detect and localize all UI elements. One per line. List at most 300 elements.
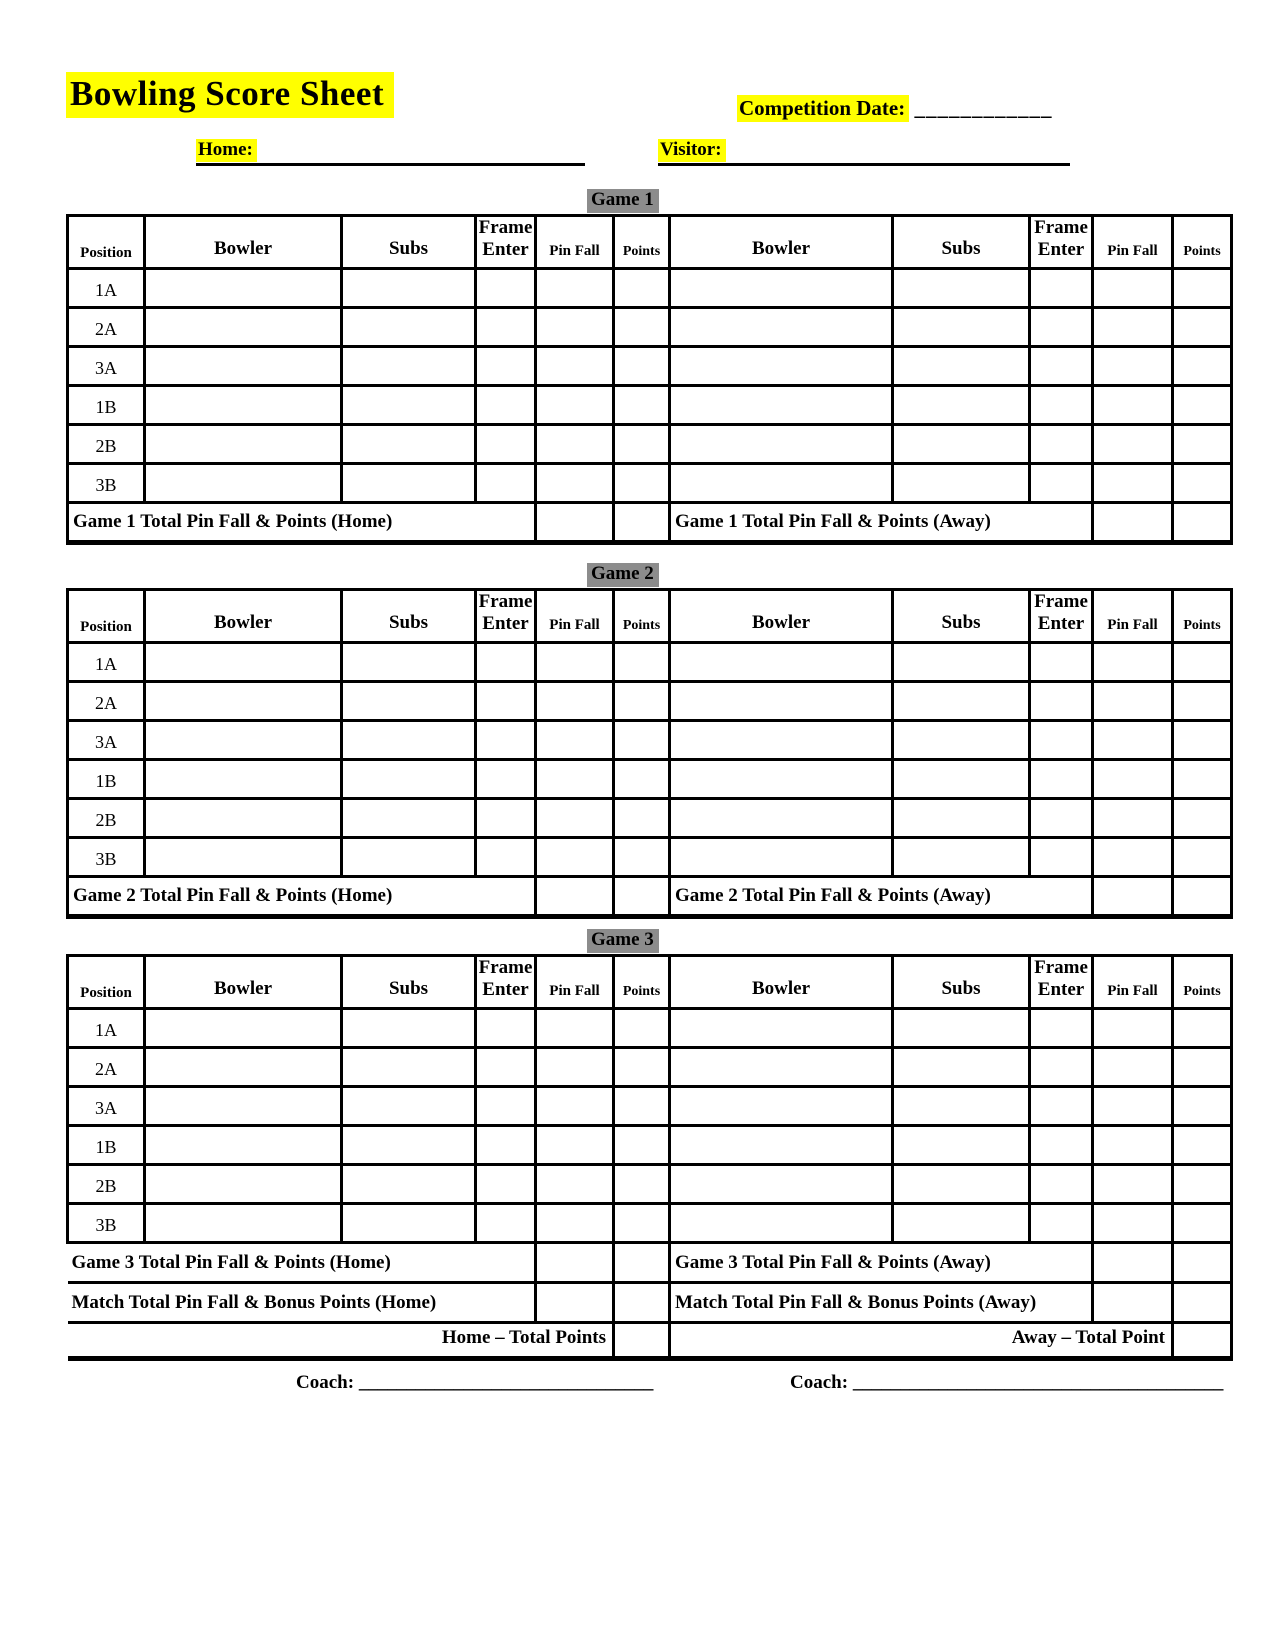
cell-points-home[interactable] <box>614 1164 670 1203</box>
table-row <box>68 798 1232 837</box>
cell-frame-enter-home[interactable] <box>476 1203 536 1242</box>
frame-word: Frame <box>478 591 533 612</box>
cell-bowler-home[interactable] <box>145 424 342 463</box>
home-field-blank[interactable] <box>196 134 585 166</box>
visitor-label: Visitor: <box>658 139 726 162</box>
col-header-subs-home: Subs <box>342 956 476 1009</box>
cell-points-away[interactable] <box>1173 307 1232 346</box>
cell-points-home[interactable] <box>614 1203 670 1242</box>
game-3-header-row <box>68 956 1232 1009</box>
cell-bowler-away[interactable] <box>670 346 893 385</box>
cell-frame-enter-away[interactable] <box>1030 798 1093 837</box>
cell-pin-fall-home[interactable] <box>536 1086 614 1125</box>
cell-bowler-home[interactable] <box>145 759 342 798</box>
frame-word: Frame <box>478 957 533 978</box>
col-header-points-away: Points <box>1173 956 1232 1009</box>
frame-word: Frame <box>1034 957 1088 978</box>
cell-points-away[interactable] <box>1173 720 1232 759</box>
cell-subs-home[interactable] <box>342 837 476 876</box>
enter-word: Enter <box>482 979 529 1001</box>
game-2-total-home-points-cell[interactable] <box>614 876 670 916</box>
col-header-points-home: Points <box>614 956 670 1009</box>
enter-word: Enter <box>1037 613 1085 635</box>
cell-subs-home[interactable] <box>342 798 476 837</box>
match-total-home-pin-fall-cell[interactable] <box>536 1282 614 1322</box>
col-header-pin-fall-home: Pin Fall <box>536 216 614 269</box>
cell-pin-fall-away[interactable] <box>1093 463 1173 502</box>
cell-bowler-away[interactable] <box>670 1203 893 1242</box>
enter-word: Enter <box>1037 239 1085 261</box>
cell-subs-home[interactable] <box>342 307 476 346</box>
col-header-subs-away: Subs <box>893 590 1030 643</box>
cell-pin-fall-home[interactable] <box>536 346 614 385</box>
position-label: 1A <box>68 642 145 681</box>
coach-away-row <box>790 1372 1223 1394</box>
col-header-bowler-away: Bowler <box>670 216 893 269</box>
col-header-bowler-home: Bowler <box>145 216 342 269</box>
cell-points-away[interactable] <box>1173 798 1232 837</box>
away-total-points-cell[interactable] <box>1173 1322 1232 1358</box>
cell-subs-away[interactable] <box>893 837 1030 876</box>
cell-frame-enter-away[interactable] <box>1030 1008 1093 1047</box>
cell-pin-fall-away[interactable] <box>1093 720 1173 759</box>
cell-frame-enter-home[interactable] <box>476 463 536 502</box>
cell-bowler-away[interactable] <box>670 720 893 759</box>
game-3-total-away-points-cell[interactable] <box>1173 1242 1232 1282</box>
cell-bowler-away[interactable] <box>670 424 893 463</box>
cell-bowler-home[interactable] <box>145 837 342 876</box>
cell-pin-fall-away[interactable] <box>1093 642 1173 681</box>
cell-pin-fall-home[interactable] <box>536 681 614 720</box>
game-2-total-away-points-cell[interactable] <box>1173 876 1232 916</box>
cell-subs-away[interactable] <box>893 720 1030 759</box>
cell-bowler-away[interactable] <box>670 1125 893 1164</box>
cell-subs-away[interactable] <box>893 307 1030 346</box>
game-1-total-away-pin-fall-cell[interactable] <box>1093 502 1173 542</box>
page-title: Bowling Score Sheet <box>66 72 394 118</box>
cell-frame-enter-away[interactable] <box>1030 759 1093 798</box>
cell-points-home[interactable] <box>614 642 670 681</box>
cell-pin-fall-home[interactable] <box>536 1047 614 1086</box>
table-row <box>68 1125 1232 1164</box>
cell-points-away[interactable] <box>1173 463 1232 502</box>
cell-subs-home[interactable] <box>342 1203 476 1242</box>
frame-word: Frame <box>1034 217 1088 238</box>
cell-points-away[interactable] <box>1173 1164 1232 1203</box>
cell-points-home[interactable] <box>614 1047 670 1086</box>
col-header-frame-enter-home <box>476 590 536 643</box>
cell-bowler-away[interactable] <box>670 268 893 307</box>
cell-points-home[interactable] <box>614 837 670 876</box>
cell-frame-enter-home[interactable] <box>476 642 536 681</box>
cell-subs-away[interactable] <box>893 424 1030 463</box>
position-label: 2A <box>68 681 145 720</box>
position-label: 3A <box>68 346 145 385</box>
cell-bowler-home[interactable] <box>145 798 342 837</box>
coach-home-row <box>296 1372 653 1394</box>
cell-bowler-away[interactable] <box>670 463 893 502</box>
cell-pin-fall-home[interactable] <box>536 424 614 463</box>
cell-bowler-home[interactable] <box>145 385 342 424</box>
cell-points-away[interactable] <box>1173 268 1232 307</box>
cell-pin-fall-home[interactable] <box>536 307 614 346</box>
cell-pin-fall-home[interactable] <box>536 1203 614 1242</box>
game-3-total-away-label: Game 3 Total Pin Fall & Points (Away) <box>670 1242 1093 1282</box>
cell-subs-home[interactable] <box>342 759 476 798</box>
cell-frame-enter-away[interactable] <box>1030 681 1093 720</box>
position-label: 2A <box>68 307 145 346</box>
game-2-total-home-pin-fall-cell[interactable] <box>536 876 614 916</box>
cell-pin-fall-away[interactable] <box>1093 1086 1173 1125</box>
cell-pin-fall-away[interactable] <box>1093 681 1173 720</box>
enter-word: Enter <box>482 239 529 261</box>
cell-subs-home[interactable] <box>342 385 476 424</box>
cell-subs-away[interactable] <box>893 642 1030 681</box>
cell-points-away[interactable] <box>1173 1203 1232 1242</box>
cell-bowler-home[interactable] <box>145 463 342 502</box>
cell-frame-enter-home[interactable] <box>476 268 536 307</box>
col-header-bowler-away: Bowler <box>670 956 893 1009</box>
competition-date-blank[interactable]: ____________ <box>914 96 1053 120</box>
cell-pin-fall-home[interactable] <box>536 798 614 837</box>
col-header-position: Position <box>68 956 145 1009</box>
game-3-total-home-label: Game 3 Total Pin Fall & Points (Home) <box>68 1242 536 1282</box>
position-label: 3A <box>68 720 145 759</box>
match-total-row <box>68 1282 1232 1322</box>
cell-points-home[interactable] <box>614 1086 670 1125</box>
position-label: 3B <box>68 1203 145 1242</box>
competition-date-row <box>737 96 1052 121</box>
competition-date-label: Competition Date: <box>737 95 909 122</box>
cell-bowler-away[interactable] <box>670 837 893 876</box>
col-header-frame-enter-home <box>476 956 536 1009</box>
cell-subs-away[interactable] <box>893 268 1030 307</box>
cell-frame-enter-home[interactable] <box>476 385 536 424</box>
position-label: 1B <box>68 385 145 424</box>
position-label: 1A <box>68 268 145 307</box>
cell-pin-fall-home[interactable] <box>536 759 614 798</box>
cell-points-away[interactable] <box>1173 681 1232 720</box>
position-label: 3B <box>68 837 145 876</box>
cell-bowler-home[interactable] <box>145 1047 342 1086</box>
cell-frame-enter-home[interactable] <box>476 307 536 346</box>
cell-points-away[interactable] <box>1173 385 1232 424</box>
table-row <box>68 1047 1232 1086</box>
col-header-pin-fall-away: Pin Fall <box>1093 590 1173 643</box>
cell-frame-enter-away[interactable] <box>1030 720 1093 759</box>
col-header-subs-home: Subs <box>342 590 476 643</box>
game-2-total-away-label: Game 2 Total Pin Fall & Points (Away) <box>670 876 1093 916</box>
cell-points-home[interactable] <box>614 1008 670 1047</box>
cell-subs-home[interactable] <box>342 1047 476 1086</box>
table-row <box>68 1008 1232 1047</box>
cell-bowler-home[interactable] <box>145 1125 342 1164</box>
enter-word: Enter <box>482 613 529 635</box>
cell-bowler-home[interactable] <box>145 307 342 346</box>
table-row <box>68 385 1232 424</box>
cell-pin-fall-away[interactable] <box>1093 759 1173 798</box>
frame-word: Frame <box>1034 591 1088 612</box>
cell-pin-fall-home[interactable] <box>536 1164 614 1203</box>
cell-subs-away[interactable] <box>893 1125 1030 1164</box>
table-row <box>68 346 1232 385</box>
position-label: 3A <box>68 1086 145 1125</box>
game-1-total-home-points-cell[interactable] <box>614 502 670 542</box>
cell-points-away[interactable] <box>1173 1008 1232 1047</box>
col-header-frame-enter-home <box>476 216 536 269</box>
cell-subs-away[interactable] <box>893 463 1030 502</box>
cell-points-home[interactable] <box>614 720 670 759</box>
cell-pin-fall-away[interactable] <box>1093 385 1173 424</box>
cell-pin-fall-away[interactable] <box>1093 1164 1173 1203</box>
home-total-points-cell[interactable] <box>614 1322 670 1358</box>
cell-bowler-away[interactable] <box>670 307 893 346</box>
col-header-subs-away: Subs <box>893 216 1030 269</box>
cell-pin-fall-away[interactable] <box>1093 424 1173 463</box>
cell-pin-fall-home[interactable] <box>536 1125 614 1164</box>
col-header-points-home: Points <box>614 590 670 643</box>
cell-frame-enter-home[interactable] <box>476 1086 536 1125</box>
cell-pin-fall-home[interactable] <box>536 385 614 424</box>
table-row <box>68 307 1232 346</box>
col-header-pin-fall-home: Pin Fall <box>536 956 614 1009</box>
cell-points-home[interactable] <box>614 681 670 720</box>
cell-points-home[interactable] <box>614 307 670 346</box>
table-row <box>68 720 1232 759</box>
coach-home-label: Coach: <box>296 1372 355 1393</box>
cell-bowler-home[interactable] <box>145 1086 342 1125</box>
game-1-total-home-pin-fall-cell[interactable] <box>536 502 614 542</box>
col-header-subs-home: Subs <box>342 216 476 269</box>
cell-subs-away[interactable] <box>893 1008 1030 1047</box>
cell-subs-home[interactable] <box>342 681 476 720</box>
table-row <box>68 1164 1232 1203</box>
table-row <box>68 681 1232 720</box>
cell-subs-away[interactable] <box>893 1086 1030 1125</box>
cell-points-away[interactable] <box>1173 1086 1232 1125</box>
cell-subs-home[interactable] <box>342 642 476 681</box>
col-header-bowler-away: Bowler <box>670 590 893 643</box>
table-row <box>68 642 1232 681</box>
cell-points-away[interactable] <box>1173 759 1232 798</box>
frame-word: Frame <box>478 217 533 238</box>
cell-pin-fall-home[interactable] <box>536 268 614 307</box>
col-header-points-home: Points <box>614 216 670 269</box>
cell-frame-enter-home[interactable] <box>476 720 536 759</box>
cell-bowler-away[interactable] <box>670 1047 893 1086</box>
cell-frame-enter-home[interactable] <box>476 681 536 720</box>
cell-pin-fall-away[interactable] <box>1093 1125 1173 1164</box>
cell-subs-away[interactable] <box>893 681 1030 720</box>
cell-bowler-away[interactable] <box>670 642 893 681</box>
col-header-subs-away: Subs <box>893 956 1030 1009</box>
cell-bowler-home[interactable] <box>145 720 342 759</box>
match-total-away-pin-fall-cell[interactable] <box>1093 1282 1173 1322</box>
cell-bowler-away[interactable] <box>670 1086 893 1125</box>
game-3-table <box>66 954 1233 1361</box>
game-1-chip: Game 1 <box>587 189 659 213</box>
cell-points-home[interactable] <box>614 798 670 837</box>
game-2-total-away-pin-fall-cell[interactable] <box>1093 876 1173 916</box>
cell-subs-away[interactable] <box>893 798 1030 837</box>
cell-frame-enter-away[interactable] <box>1030 385 1093 424</box>
cell-bowler-away[interactable] <box>670 1164 893 1203</box>
cell-frame-enter-away[interactable] <box>1030 1164 1093 1203</box>
cell-bowler-away[interactable] <box>670 681 893 720</box>
cell-subs-away[interactable] <box>893 759 1030 798</box>
cell-points-away[interactable] <box>1173 346 1232 385</box>
game-3-total-row <box>68 1242 1232 1282</box>
match-total-home-points-cell[interactable] <box>614 1282 670 1322</box>
cell-points-home[interactable] <box>614 424 670 463</box>
cell-subs-away[interactable] <box>893 1203 1030 1242</box>
coach-home-blank[interactable]: _______________________________ <box>354 1372 654 1393</box>
cell-bowler-away[interactable] <box>670 798 893 837</box>
position-label: 2A <box>68 1047 145 1086</box>
position-label: 2B <box>68 1164 145 1203</box>
position-label: 2B <box>68 424 145 463</box>
cell-bowler-away[interactable] <box>670 385 893 424</box>
cell-frame-enter-away[interactable] <box>1030 1047 1093 1086</box>
game-1-total-home-label: Game 1 Total Pin Fall & Points (Home) <box>68 502 536 542</box>
game-1-total-away-points-cell[interactable] <box>1173 502 1232 542</box>
cell-frame-enter-away[interactable] <box>1030 1086 1093 1125</box>
cell-frame-enter-home[interactable] <box>476 346 536 385</box>
game-2-header-row <box>68 590 1232 643</box>
cell-bowler-away[interactable] <box>670 759 893 798</box>
col-header-points-away: Points <box>1173 216 1232 269</box>
cell-points-home[interactable] <box>614 268 670 307</box>
col-header-frame-enter-away <box>1030 590 1093 643</box>
cell-points-away[interactable] <box>1173 1125 1232 1164</box>
col-header-pin-fall-home: Pin Fall <box>536 590 614 643</box>
cell-subs-home[interactable] <box>342 1164 476 1203</box>
cell-bowler-home[interactable] <box>145 681 342 720</box>
cell-frame-enter-away[interactable] <box>1030 837 1093 876</box>
cell-frame-enter-away[interactable] <box>1030 346 1093 385</box>
table-row <box>68 424 1232 463</box>
cell-points-home[interactable] <box>614 463 670 502</box>
cell-points-home[interactable] <box>614 385 670 424</box>
home-label: Home: <box>196 139 257 162</box>
cell-frame-enter-away[interactable] <box>1030 307 1093 346</box>
cell-subs-home[interactable] <box>342 346 476 385</box>
cell-bowler-home[interactable] <box>145 268 342 307</box>
cell-frame-enter-away[interactable] <box>1030 268 1093 307</box>
game-1-table <box>66 214 1233 545</box>
cell-frame-enter-away[interactable] <box>1030 463 1093 502</box>
cell-subs-home[interactable] <box>342 463 476 502</box>
cell-frame-enter-home[interactable] <box>476 1008 536 1047</box>
match-total-home-label: Match Total Pin Fall & Bonus Points (Home) <box>68 1282 536 1322</box>
enter-word: Enter <box>1037 979 1085 1001</box>
col-header-bowler-home: Bowler <box>145 956 342 1009</box>
cell-points-away[interactable] <box>1173 424 1232 463</box>
cell-pin-fall-home[interactable] <box>536 1008 614 1047</box>
cell-bowler-away[interactable] <box>670 1008 893 1047</box>
game-3-total-home-points-cell[interactable] <box>614 1242 670 1282</box>
cell-points-home[interactable] <box>614 759 670 798</box>
cell-pin-fall-home[interactable] <box>536 463 614 502</box>
cell-pin-fall-away[interactable] <box>1093 837 1173 876</box>
visitor-field-blank[interactable] <box>658 134 1070 166</box>
home-total-points-label: Home – Total Points <box>68 1322 614 1358</box>
col-header-frame-enter-away <box>1030 956 1093 1009</box>
cell-subs-home[interactable] <box>342 268 476 307</box>
cell-frame-enter-home[interactable] <box>476 1125 536 1164</box>
cell-frame-enter-home[interactable] <box>476 759 536 798</box>
cell-subs-home[interactable] <box>342 720 476 759</box>
cell-frame-enter-away[interactable] <box>1030 1125 1093 1164</box>
cell-subs-home[interactable] <box>342 1125 476 1164</box>
cell-points-away[interactable] <box>1173 837 1232 876</box>
game-3-total-home-pin-fall-cell[interactable] <box>536 1242 614 1282</box>
cell-pin-fall-away[interactable] <box>1093 346 1173 385</box>
cell-subs-away[interactable] <box>893 1047 1030 1086</box>
cell-pin-fall-home[interactable] <box>536 837 614 876</box>
cell-frame-enter-home[interactable] <box>476 424 536 463</box>
match-total-away-points-cell[interactable] <box>1173 1282 1232 1322</box>
cell-frame-enter-home[interactable] <box>476 837 536 876</box>
col-header-frame-enter-away <box>1030 216 1093 269</box>
cell-pin-fall-home[interactable] <box>536 642 614 681</box>
final-points-row <box>68 1322 1232 1358</box>
cell-bowler-home[interactable] <box>145 1164 342 1203</box>
cell-frame-enter-home[interactable] <box>476 798 536 837</box>
cell-subs-away[interactable] <box>893 1164 1030 1203</box>
cell-pin-fall-home[interactable] <box>536 720 614 759</box>
cell-bowler-home[interactable] <box>145 346 342 385</box>
cell-pin-fall-away[interactable] <box>1093 1008 1173 1047</box>
match-total-away-label: Match Total Pin Fall & Bonus Points (Away) <box>670 1282 1093 1322</box>
cell-subs-home[interactable] <box>342 1086 476 1125</box>
cell-frame-enter-home[interactable] <box>476 1047 536 1086</box>
game-2-total-home-label: Game 2 Total Pin Fall & Points (Home) <box>68 876 536 916</box>
table-row <box>68 1203 1232 1242</box>
cell-points-away[interactable] <box>1173 1047 1232 1086</box>
col-header-position: Position <box>68 216 145 269</box>
cell-frame-enter-away[interactable] <box>1030 642 1093 681</box>
cell-pin-fall-away[interactable] <box>1093 1203 1173 1242</box>
game-3-total-away-pin-fall-cell[interactable] <box>1093 1242 1173 1282</box>
position-label: 3B <box>68 463 145 502</box>
cell-subs-home[interactable] <box>342 1008 476 1047</box>
coach-away-blank[interactable]: _______________________________________ <box>848 1372 1224 1393</box>
cell-subs-home[interactable] <box>342 424 476 463</box>
cell-pin-fall-away[interactable] <box>1093 307 1173 346</box>
cell-bowler-home[interactable] <box>145 1008 342 1047</box>
table-row <box>68 463 1232 502</box>
cell-subs-away[interactable] <box>893 385 1030 424</box>
table-row <box>68 268 1232 307</box>
cell-subs-away[interactable] <box>893 346 1030 385</box>
cell-frame-enter-home[interactable] <box>476 1164 536 1203</box>
position-label: 1A <box>68 1008 145 1047</box>
cell-frame-enter-away[interactable] <box>1030 1203 1093 1242</box>
game-1-total-row <box>68 502 1232 542</box>
cell-points-home[interactable] <box>614 346 670 385</box>
cell-points-home[interactable] <box>614 1125 670 1164</box>
col-header-points-away: Points <box>1173 590 1232 643</box>
cell-pin-fall-away[interactable] <box>1093 1047 1173 1086</box>
cell-frame-enter-away[interactable] <box>1030 424 1093 463</box>
cell-bowler-home[interactable] <box>145 642 342 681</box>
game-1-header-row <box>68 216 1232 269</box>
cell-pin-fall-away[interactable] <box>1093 798 1173 837</box>
cell-pin-fall-away[interactable] <box>1093 268 1173 307</box>
cell-bowler-home[interactable] <box>145 1203 342 1242</box>
cell-points-away[interactable] <box>1173 642 1232 681</box>
